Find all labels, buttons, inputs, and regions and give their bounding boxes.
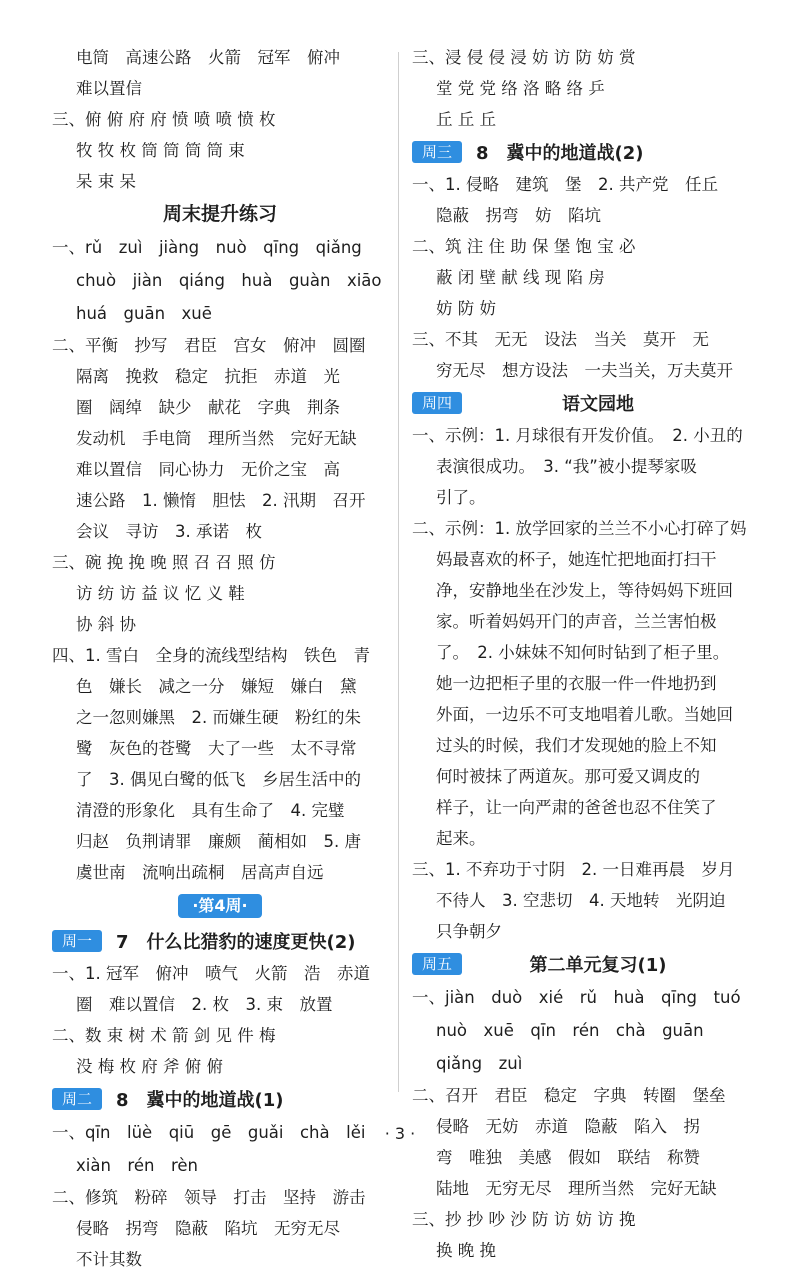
text-line: 二、筑 注 住 助 保 堡 饱 宝 必 bbox=[412, 237, 636, 256]
text-line: 弯 唯独 美感 假如 联结 称赞 bbox=[436, 1148, 700, 1167]
column-divider bbox=[398, 52, 399, 1092]
text-line: 外面，一边乐不可支地唱着儿歌。当她回 bbox=[436, 705, 733, 724]
text-line: 色 嫌长 减之一分 嫌短 嫌白 黛 bbox=[76, 677, 357, 696]
text-line: 隐蔽 拐弯 妨 陷坑 bbox=[436, 206, 601, 225]
text-line: 归赵 负荆请罪 廉颇 蔺相如 5. 唐 bbox=[76, 832, 361, 851]
text-line: 三、抄 抄 吵 沙 防 访 妨 访 挽 bbox=[412, 1210, 636, 1229]
text-line: 二、平衡 抄写 君臣 宫女 俯冲 圆圈 bbox=[52, 336, 366, 355]
text-line: 堂 党 党 络 洛 略 络 乒 bbox=[436, 79, 605, 98]
text-line: 换 晚 挽 bbox=[436, 1241, 496, 1260]
text-line: 三、不其 无无 设法 当关 莫开 无 bbox=[412, 330, 709, 349]
text-line: 二、示例：1. 放学回家的兰兰不小心打碎了妈 bbox=[412, 519, 747, 538]
left-column bbox=[52, 42, 388, 1275]
week-banner bbox=[52, 888, 388, 924]
text-line: 她一边把柜子里的衣服一件一件地扔到 bbox=[436, 674, 717, 693]
text-line: 了。 2. 小妹妹不知何时钻到了柜子里。 bbox=[436, 643, 730, 662]
lesson-title: 7 什么比猎豹的速度更快(2) bbox=[116, 932, 356, 953]
text-line: 一、示例：1. 月球很有开发价值。 2. 小丑的 bbox=[412, 426, 743, 445]
lesson-heading-friday bbox=[412, 947, 760, 981]
pinyin-line: huá guān xuē bbox=[76, 304, 212, 323]
text-line: 访 纺 访 益 议 忆 义 鞋 bbox=[76, 584, 245, 603]
pinyin-line: nuò xuē qīn rén chà guān bbox=[436, 1021, 704, 1040]
text-line: 表演很成功。 3. “我”被小提琴家吸 bbox=[436, 457, 697, 476]
lesson-heading-thursday bbox=[412, 386, 760, 420]
text-line: 妈最喜欢的杯子，她连忙把地面打扫干 bbox=[436, 550, 717, 569]
text-line: 二、数 束 树 术 箭 剑 见 件 梅 bbox=[52, 1026, 276, 1045]
text-line: 起来。 bbox=[436, 829, 486, 848]
day-tag: 周四 bbox=[412, 392, 462, 414]
pinyin-line: xiàn rén rèn bbox=[76, 1156, 198, 1175]
text-line: 难以置信 同心协力 无价之宝 高 bbox=[76, 460, 340, 479]
text-line: 清澄的形象化 具有生命了 4. 完璧 bbox=[76, 801, 345, 820]
text-line: 三、俯 俯 府 府 愤 喷 喷 愤 枚 bbox=[52, 110, 276, 129]
text-line: 二、修筑 粉碎 领导 打击 坚持 游击 bbox=[52, 1188, 366, 1207]
text-line: 引了。 bbox=[436, 488, 486, 507]
text-line: 圈 难以置信 2. 枚 3. 束 放置 bbox=[76, 995, 333, 1014]
text-line: 只争朝夕 bbox=[436, 922, 502, 941]
text-line: 二、召开 君臣 稳定 字典 转圈 堡垒 bbox=[412, 1086, 726, 1105]
text-line: 过头的时候，我们才发现她的脸上不知 bbox=[436, 736, 717, 755]
lesson-heading-tuesday bbox=[52, 1082, 388, 1116]
text-line: 三、1. 不弃功于寸阴 2. 一日难再晨 岁月 bbox=[412, 860, 735, 879]
text-line: 三、碗 挽 挽 晚 照 召 召 照 仿 bbox=[52, 553, 276, 572]
text-line: 一、1. 侵略 建筑 堡 2. 共产党 任丘 bbox=[412, 175, 718, 194]
text-line: 家。听着妈妈开门的声音，兰兰害怕极 bbox=[436, 612, 717, 631]
lesson-title: 语文园地 bbox=[562, 394, 634, 415]
text-line: 一、1. 冠军 俯冲 喷气 火箭 浩 赤道 bbox=[52, 964, 370, 983]
day-tag: 周二 bbox=[52, 1088, 102, 1110]
lesson-title: 第二单元复习(1) bbox=[529, 955, 667, 976]
week-label: ·第4周· bbox=[178, 894, 261, 918]
text-line: 穷无尽 想方设法 一夫当关，万夫莫开 bbox=[436, 361, 733, 380]
text-line: 四、1. 雪白 全身的流线型结构 铁色 青 bbox=[52, 646, 370, 665]
text-line: 难以置信 bbox=[76, 79, 142, 98]
text-line: 样子，让一向严肃的爸爸也忍不住笑了 bbox=[436, 798, 717, 817]
text-line: 侵略 拐弯 隐蔽 陷坑 无穷无尽 bbox=[76, 1219, 340, 1238]
pinyin-line: chuò jiàn qiáng huà guàn xiāo bbox=[76, 271, 382, 290]
text-line: 何时被抹了两道灰。那可爱又调皮的 bbox=[436, 767, 700, 786]
text-line: 净，安静地坐在沙发上，等待妈妈下班回 bbox=[436, 581, 733, 600]
text-line: 鹭 灰色的苍鹭 大了一些 太不寻常 bbox=[76, 739, 357, 758]
text-line: 蔽 闭 壁 献 线 现 陷 房 bbox=[436, 268, 605, 287]
text-line: 牧 牧 枚 筒 筒 筒 筒 束 bbox=[76, 141, 245, 160]
lesson-title: 8 冀中的地道战(2) bbox=[476, 143, 644, 164]
lesson-heading-wednesday bbox=[412, 135, 760, 169]
text-line: 妨 防 妨 bbox=[436, 299, 496, 318]
text-line: 陆地 无穷无尽 理所当然 完好无缺 bbox=[436, 1179, 717, 1198]
text-line: 不计其数 bbox=[76, 1250, 142, 1269]
weekend-title: 周末提升练习 bbox=[162, 203, 277, 225]
text-line: 了 3. 偶见白鹭的低飞 乡居生活中的 bbox=[76, 770, 361, 789]
pinyin-line: qiǎng zuì bbox=[436, 1054, 523, 1073]
text-line: 侵略 无妨 赤道 隐蔽 陷入 拐 bbox=[436, 1117, 700, 1136]
text-line: 发动机 手电筒 理所当然 完好无缺 bbox=[76, 429, 357, 448]
lesson-heading-monday bbox=[52, 924, 388, 958]
text-line: 协 斜 协 bbox=[76, 615, 136, 634]
text-line: 丘 丘 丘 bbox=[436, 110, 496, 129]
text-line: 电筒 高速公路 火箭 冠军 俯冲 bbox=[76, 48, 340, 67]
text-line: 隔离 挽救 稳定 抗拒 赤道 光 bbox=[76, 367, 340, 386]
text-line: 会议 寻访 3. 承诺 枚 bbox=[76, 522, 262, 541]
page-number: · 3 · bbox=[384, 1124, 416, 1143]
text-line: 不待人 3. 空悲切 4. 天地转 光阴迫 bbox=[436, 891, 726, 910]
text-line: 没 梅 枚 府 斧 俯 俯 bbox=[76, 1057, 223, 1076]
text-line: 之一忽则嫌黑 2. 而嫌生硬 粉红的朱 bbox=[76, 708, 361, 727]
text-line: 呆 束 呆 bbox=[76, 172, 136, 191]
text-line: 三、浸 侵 侵 浸 妨 访 防 妨 赏 bbox=[412, 48, 636, 67]
day-tag: 周三 bbox=[412, 141, 462, 163]
day-tag: 周五 bbox=[412, 953, 462, 975]
pinyin-line: 一、rǔ zuì jiàng nuò qīng qiǎng bbox=[52, 238, 362, 257]
text-line: 圈 阔绰 缺少 献花 字典 荆条 bbox=[76, 398, 340, 417]
text-line: 速公路 1. 懒惰 胆怯 2. 汛期 召开 bbox=[76, 491, 366, 510]
day-tag: 周一 bbox=[52, 930, 102, 952]
lesson-title: 8 冀中的地道战(1) bbox=[116, 1090, 284, 1111]
pinyin-line: 一、jiàn duò xié rǔ huà qīng tuó bbox=[412, 988, 741, 1007]
pinyin-line: 一、qīn lüè qiū gē guǎi chà lěi bbox=[52, 1123, 366, 1142]
right-column bbox=[412, 42, 760, 1266]
text-line: 虞世南 流响出疏桐 居高声自远 bbox=[76, 863, 324, 882]
